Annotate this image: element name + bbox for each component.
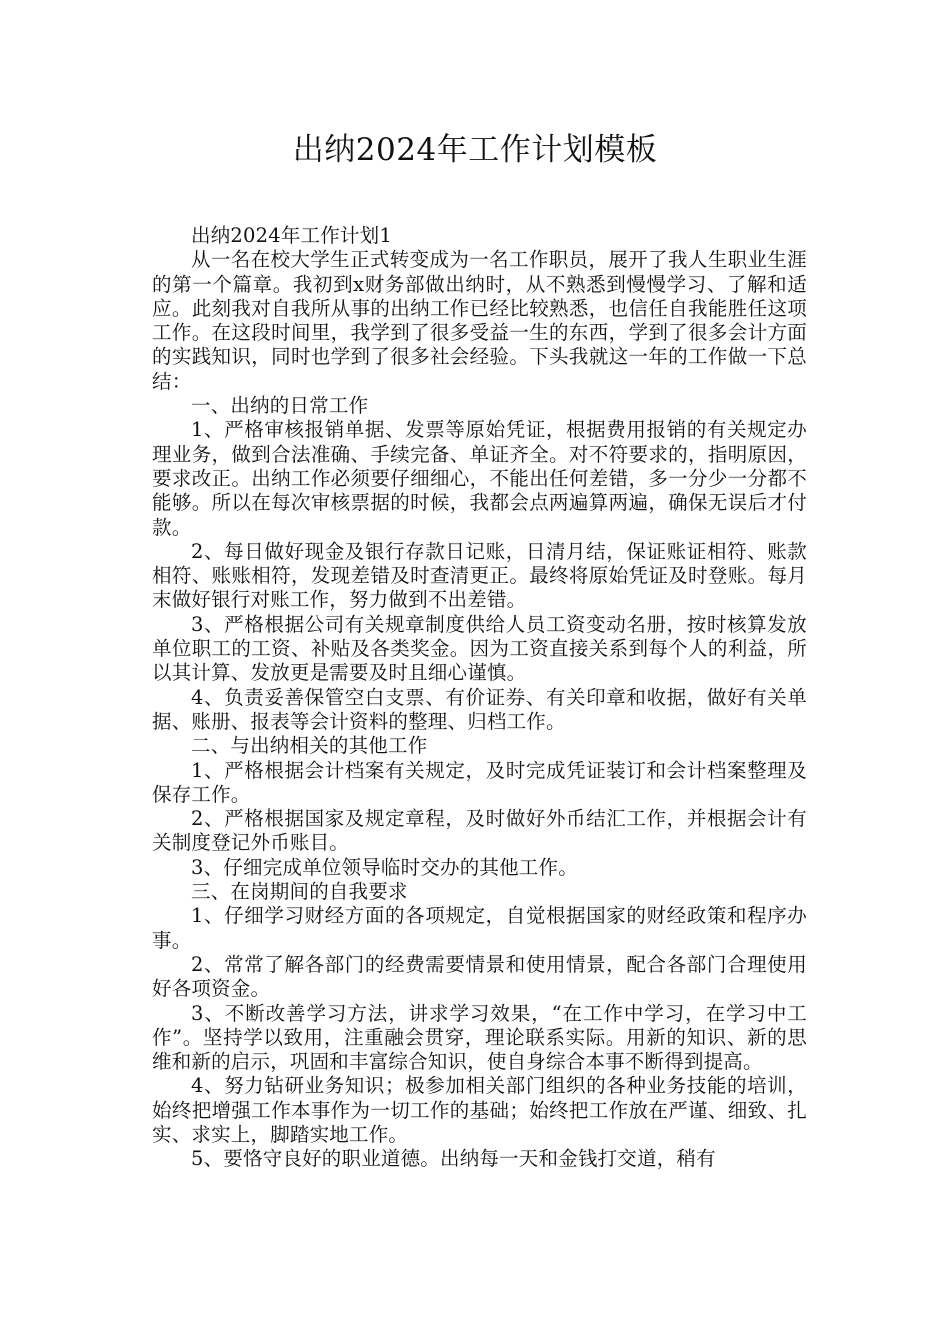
list-paragraph: 2、常常了解各部门的经费需要情景和使用情景，配合各部门合理使用好各项资金。	[152, 952, 807, 1001]
document-title: 出纳2024年工作计划模板	[292, 132, 658, 168]
document-body	[152, 224, 807, 1172]
section-heading: 二、与出纳相关的其他工作	[191, 734, 428, 758]
list-paragraph: 2、每日做好现金及银行存款日记账，日清月结，保证账证相符、账款相符、账账相符，发现差错及时查清更正。最终将原始凭证及时登账。每月末做好银行对账工作，努力做到不出差错。	[152, 539, 807, 612]
section-heading: 出纳2024年工作计划1	[191, 224, 392, 247]
section-heading: 一、出纳的日常工作	[191, 394, 369, 418]
list-paragraph: 3、不断改善学习方法，讲求学习效果，“在工作中学习，在学习中工作”。坚持学以致用，注重融会贯穿，理论联系实际。用新的知识、新的思维和新的启示，巩固和丰富综合知识，使自身综合本事不断得到提高。	[152, 1001, 807, 1074]
list-paragraph: 1、严格根据会计档案有关规定，及时完成凭证装订和会计档案整理及保存工作。	[152, 758, 807, 806]
intro-paragraph: 从一名在校大学生正式转变成为一名工作职员，展开了我人生职业生涯的第一个篇章。我初到x财务部做出纳时，从不熟悉到慢慢学习、了解和适应。此刻我对自我所从事的出纳工作已经比较熟悉，也信任自我能胜任这项工作。在这段时间里，我学到了很多受益一生的东西，学到了很多会计方面的实践知识，同时也学到了很多社会经验。下头我就这一年的工作做一下总结：	[152, 248, 807, 393]
list-paragraph: 5、要恪守良好的职业道德。出纳每一天和金钱打交道，稍有	[191, 1147, 716, 1171]
list-paragraph: 4、努力钻研业务知识；极参加相关部门组织的各种业务技能的培训，始终把增强工作本事作为一切工作的基础；始终把工作放在严谨、细致、扎实、求实上，脚踏实地工作。	[152, 1074, 807, 1146]
list-paragraph: 1、仔细学习财经方面的各项规定，自觉根据国家的财经政策和程序办事。	[152, 904, 807, 952]
list-paragraph: 1、严格审核报销单据、发票等原始凭证，根据费用报销的有关规定办理业务，做到合法准确、手续完备、单证齐全。对不符要求的，指明原因，要求改正。出纳工作必须要仔细细心，不能出任何差错，多一分少一分都不能够。所以在每次审核票据的时候，我都会点两遍算两遍，确保无误后才付款。	[152, 418, 807, 539]
list-paragraph: 3、严格根据公司有关规章制度供给人员工资变动名册，按时核算发放单位职工的工资、补贴及各类奖金。因为工资直接关系到每个人的利益，所以其计算、发放更是需要及时且细心谨慎。	[152, 612, 807, 685]
list-paragraph: 4、负责妥善保管空白支票、有价证券、有关印章和收据，做好有关单据、账册、报表等会计资料的整理、归档工作。	[152, 685, 807, 733]
list-paragraph: 3、仔细完成单位领导临时交办的其他工作。	[191, 855, 578, 879]
section-heading: 三、在岗期间的自我要求	[191, 880, 408, 904]
list-paragraph: 2、严格根据国家及规定章程，及时做好外币结汇工作，并根据会计有关制度登记外币账目。	[152, 807, 807, 855]
